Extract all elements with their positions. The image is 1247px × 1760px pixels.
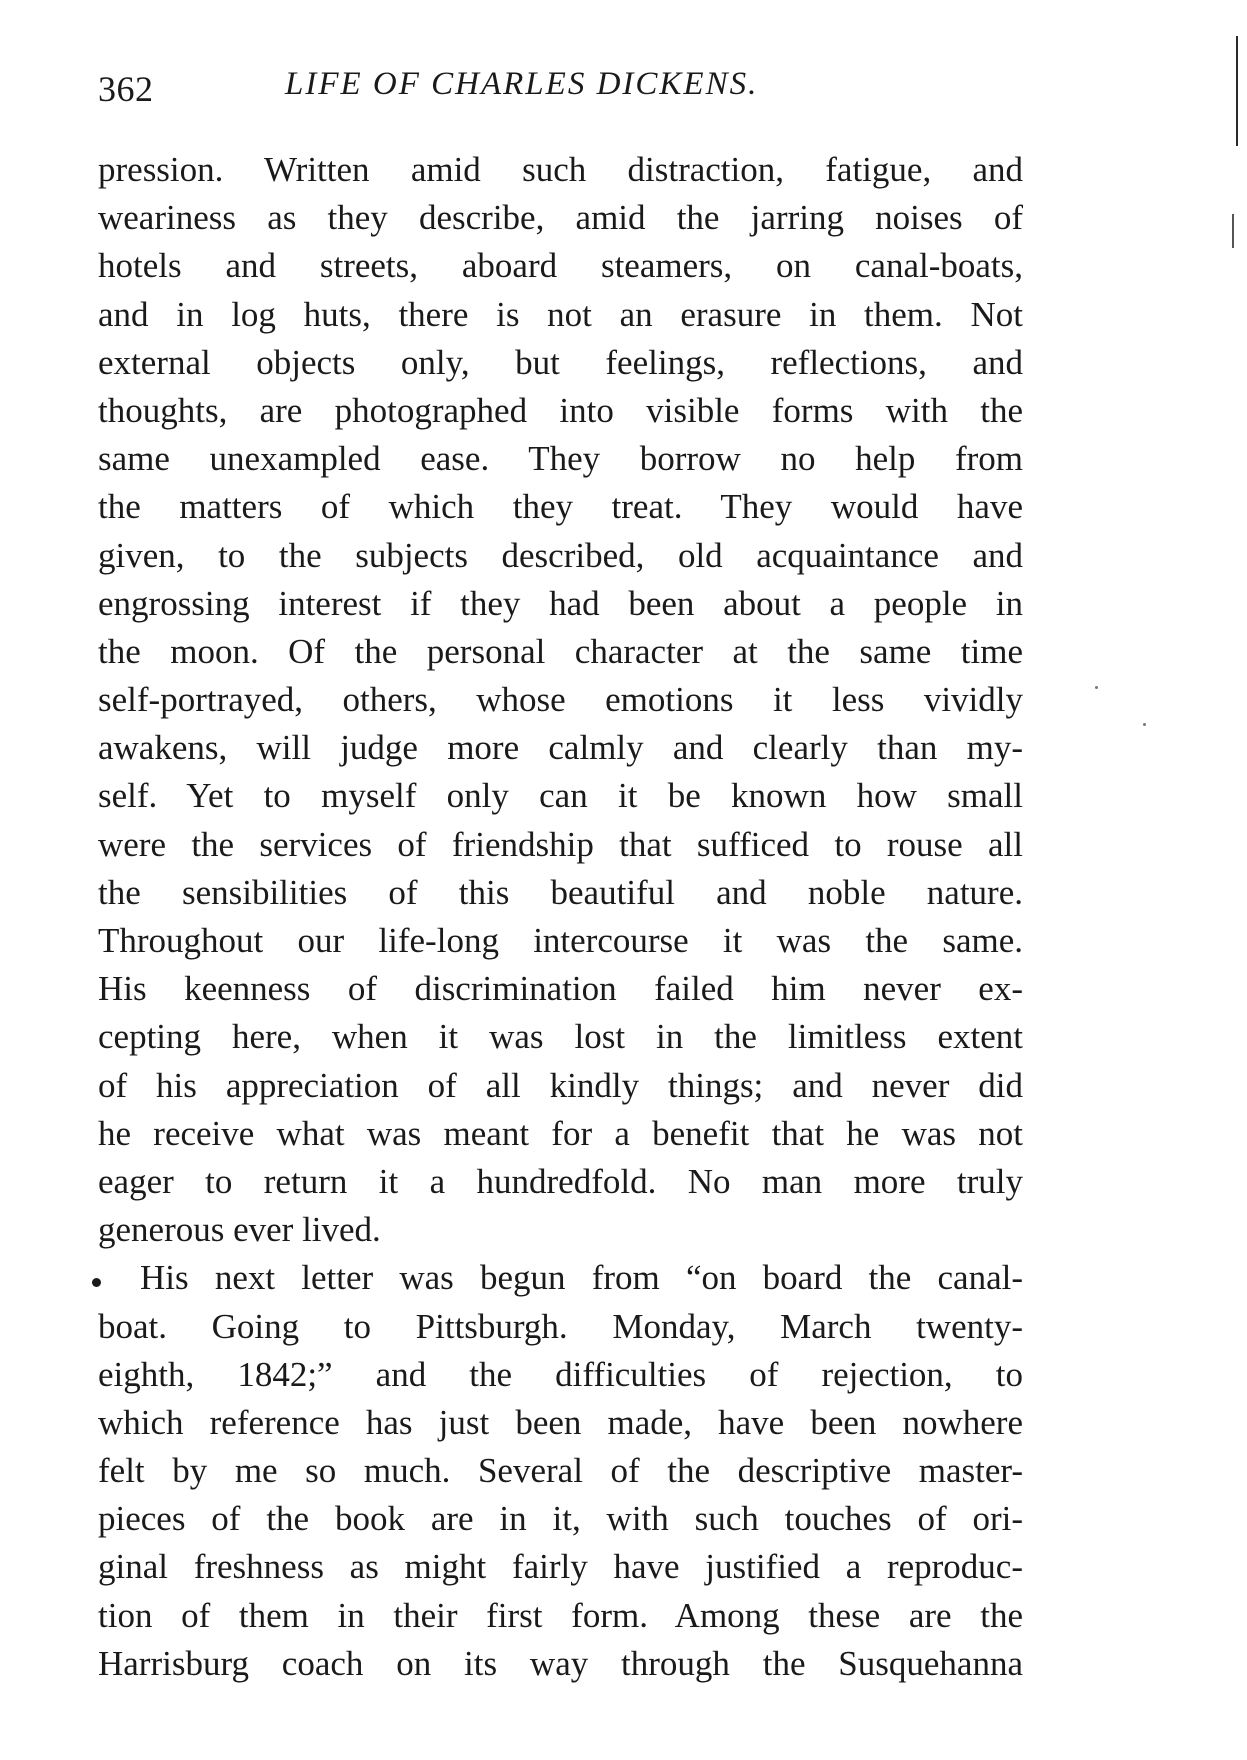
text-line: he receive what was meant for a benefit that he was not (98, 1113, 1023, 1153)
text-line: self-portrayed, others, whose emotions it less vividly (98, 680, 1023, 720)
body-text (98, 146, 1023, 1688)
text-line: the moon. Of the personal character at the same time (98, 631, 1023, 671)
text-line: of his appreciation of all kindly things; and never did (98, 1065, 1023, 1105)
page-edge-mark (1232, 214, 1234, 248)
text-line: self. Yet to myself only can it be known how small (98, 776, 1023, 816)
page-edge-line (1236, 36, 1238, 146)
text-line: His next letter was begun from “on board the canal- (140, 1258, 1023, 1298)
text-line: awakens, will judge more calmly and clearly than my- (98, 728, 1023, 768)
text-line: eager to return it a hundredfold. No man more truly (98, 1161, 1023, 1201)
text-line: the matters of which they treat. They would have (98, 487, 1023, 527)
text-line: given, to the subjects described, old acquaintance and (98, 535, 1023, 575)
text-line: His keenness of discrimination failed him never ex- (98, 969, 1023, 1009)
text-line: Throughout our life-long intercourse it was the same. (98, 921, 1023, 960)
text-line: cepting here, when it was lost in the limitless extent (98, 1017, 1023, 1057)
page-header (98, 62, 1028, 114)
text-line: eighth, 1842;” and the difficulties of rejection, to (98, 1354, 1023, 1394)
text-line: generous ever lived. (98, 1210, 381, 1250)
text-line: thoughts, are photographed into visible forms with the (98, 390, 1023, 430)
text-line: and in log huts, there is not an erasure in them. Not (98, 294, 1023, 334)
running-title: LIFE OF CHARLES DICKENS. (285, 66, 759, 102)
paper-speck (1095, 686, 1098, 689)
text-line: ginal freshness as might fairly have justified a reproduc- (98, 1547, 1023, 1587)
text-line: felt by me so much. Several of the descriptive master- (98, 1451, 1023, 1491)
text-line: engrossing interest if they had been about a people in (98, 583, 1023, 623)
paragraph-mark (92, 1278, 101, 1287)
page-number: 362 (98, 69, 154, 109)
text-line: were the services of friendship that sufficed to rouse all (98, 824, 1023, 864)
text-line: weariness as they describe, amid the jarring noises of (98, 198, 1023, 238)
text-line: which reference has just been made, have been nowhere (98, 1402, 1023, 1442)
text-line: pression. Written amid such distraction, fatigue, and (98, 150, 1023, 189)
text-line: tion of them in their first form. Among these are the (98, 1595, 1023, 1635)
text-line: same unexampled ease. They borrow no help from (98, 439, 1023, 479)
paper-speck (1143, 723, 1146, 726)
text-line: hotels and streets, aboard steamers, on canal-boats, (98, 246, 1023, 286)
text-line: pieces of the book are in it, with such touches of ori- (98, 1499, 1023, 1539)
text-line: the sensibilities of this beautiful and noble nature. (98, 872, 1023, 912)
text-line: external objects only, but feelings, reflections, and (98, 342, 1023, 382)
text-line: Harrisburg coach on its way through the Susquehanna (98, 1643, 1023, 1683)
text-line: boat. Going to Pittsburgh. Monday, March twenty- (98, 1306, 1023, 1346)
